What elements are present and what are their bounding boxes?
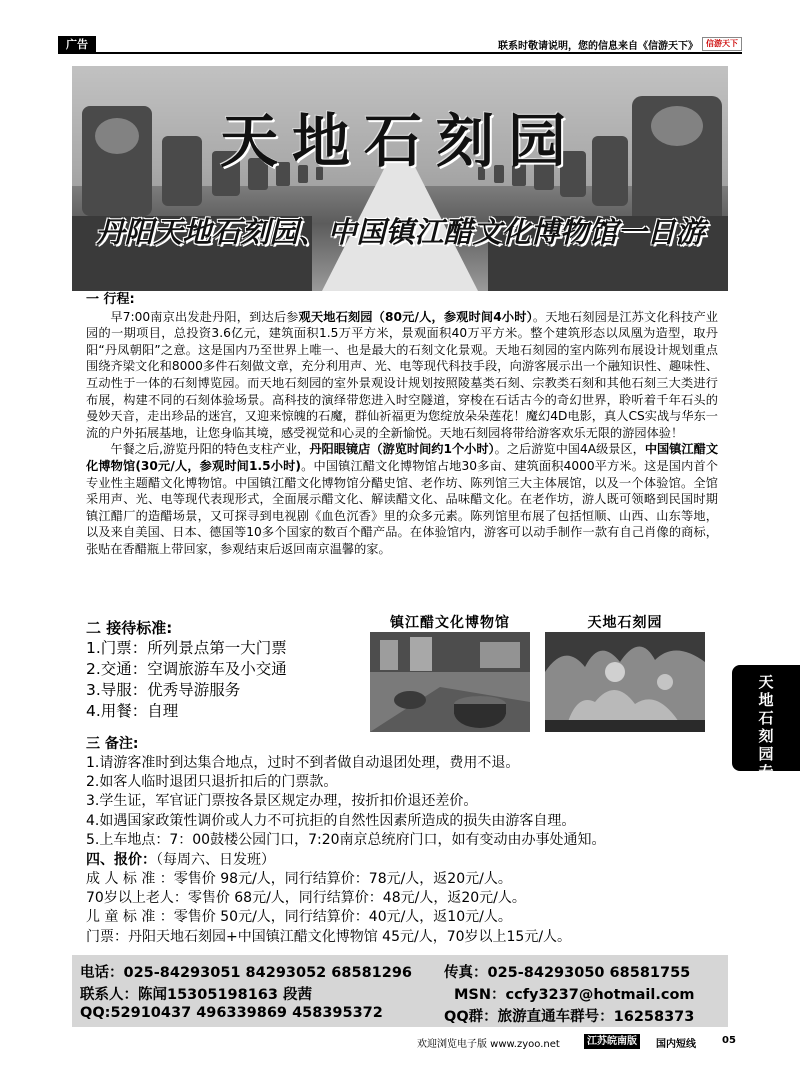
vinegar-museum-photo-box [370, 612, 530, 732]
notes-item: 5.上车地点：7：00鼓楼公园门口，7:20南京总统府门口，如有变动由办事处通知。 [86, 831, 606, 848]
footer-section: 国内短线 [656, 1039, 696, 1050]
pricing-section [86, 851, 726, 947]
footer-edition-badge: 江苏皖南版 [584, 1034, 640, 1049]
stone-park-photo-box [545, 612, 705, 732]
notes-item: 1.请游客准时到达集合地点，过时不到者做自动退团处理，费用不退。 [86, 755, 520, 771]
notes-item: 3.学生证，军官证门票按各景区规定办理，按折扣价退还差价。 [86, 793, 478, 810]
itinerary-heading: 一 行程: [86, 292, 135, 307]
notes-item: 4.如遇国家政策性调价或人力不可抗拒的自然性因素所造成的损失由游客自理。 [86, 812, 576, 829]
contact-person: 联系人：陈闻15305198163 段茜 [80, 987, 313, 1003]
pricing-row: 70岁以上老人：零售价 68元/人，同行结算价：48元/人，返20元/人。 [86, 890, 526, 907]
standards-item: 1.门票：所列景点第一大门票 [86, 639, 287, 657]
pricing-row: 儿 童 标 准 ：零售价 50元/人，同行结算价：40元/人，返10元/人。 [86, 909, 512, 926]
pricing-schedule: （每周六、日发班） [156, 852, 275, 868]
side-section-tab: 天 地 石 刻 园 专 线 [732, 665, 800, 771]
banner-title: 天地石刻园 [219, 107, 580, 175]
top-bar [58, 36, 742, 54]
itinerary-paragraph-1: 早7:00南京出发赴丹阳，到达后参观天地石刻园（80元/人，参观时间4小时）。天地石刻园是江苏文化科技产业园的一期项目，总投资3.6亿元，建筑面积1.5万平方米，景观面积40万平方米。整个建筑形态以凤凰为造型，取丹阳“丹凤朝阳”之意。这是国内乃至世界上唯一、也是最大的石刻文化景观。天地石刻园的室内陈列布展设计规划重点围绕齐梁文化和8000多件石刻做文章，充分利用声、光、电等现代科技手段，向游客展示出一个融知识性、趣味性、互动性于一体的石刻博览园。而天地石刻园的室外景观设计规划按照陵墓类石刻、宗教类石刻和其他石刻三大类进行布展，构建不同的石刻体验场景。高科技的演绎带您进入时空隧道，穿梭在石话古今的奇幻世界，聆听着千年石头的曼妙天音，走出珍品的迷宫，又迎来惊魄的石魔，群仙祈福更为您绽放朵朵莲花！魔幻4D电影，真人CS实战与华东一流的户外拓展基地，让您身临其境，感受视觉和心灵的全新愉悦。天地石刻园将带给游客欢乐无限的游园体验！ [86, 309, 718, 440]
contact-block [72, 955, 728, 1027]
itinerary-paragraph-2: 午餐之后,游览丹阳的特色支柱产业，丹阳眼镜店（游览时间约1个小时）。之后游览中国4A级景区，中国镇江醋文化博物馆(30元/人，参观时间1.5小时)。中国镇江醋文化博物馆占地30多亩、建筑面积4000平方米。这是国内首个专业性主题醋文化博物馆。中国镇江醋文化博物馆分醋史馆、老作坊、陈列馆三大主体展馆，以及一个体验馆。全馆采用声、光、电等现代表现形式，全面展示醋文化、解读醋文化、品味醋文化。在老作坊，游人既可领略到民国时期镇江醋厂的造醋场景，又可探寻到电视剧《血色沉香》里的众多元素。陈列馆里布展了包括恒顺、山西、山东等地，以及来自美国、日本、德国等10多个国家的数百个醋产品。在体验馆内，游客可以动手制作一款有自己肖像的商标，张贴在香醋瓶上带回家，参观结束后返回南京温馨的家。 [86, 442, 719, 556]
standards-item: 3.导服：优秀导游服务 [86, 681, 241, 699]
pricing-heading: 四、报价：（每周六、日发班） [86, 852, 275, 868]
footer [72, 1034, 738, 1050]
contact-note: 联系时敬请说明，您的信息来自《信游天下》 [498, 41, 698, 52]
banner-subtitle: 丹阳天地石刻园、中国镇江醋文化博物馆一日游 [95, 215, 705, 249]
pricing-row: 成 人 标 准 ：零售价 98元/人，同行结算价：78元/人，返20元/人。 [86, 871, 512, 887]
stone-park-caption: 天地石刻园 [587, 615, 663, 631]
banner [72, 66, 728, 291]
contact-phone: 电话：025-84293051 84293052 68581296 [80, 965, 413, 981]
standards-section [86, 618, 366, 722]
standards-item: 2.交通：空调旅游车及小交通 [86, 660, 287, 678]
itinerary-section [86, 292, 718, 558]
stone-park-photo [545, 632, 705, 732]
notes-section [86, 735, 726, 850]
vinegar-museum-caption: 镇江醋文化博物馆 [390, 615, 510, 631]
standards-item: 4.用餐：自理 [86, 702, 179, 720]
pricing-row: 门票：丹阳天地石刻园+中国镇江醋文化博物馆 45元/人，70岁以上15元/人。 [86, 928, 572, 945]
contact-qq-group: QQ群：旅游直通车群号：16258373 [444, 1009, 695, 1025]
publication-logo: 信游天下 [702, 37, 742, 51]
notes-item: 2.如客人临时退团只退折扣后的门票款。 [86, 774, 338, 791]
ad-label: 广告 [58, 36, 96, 54]
top-rule [96, 52, 742, 54]
contact-msn: MSN：ccfy3237@hotmail.com [454, 987, 695, 1003]
contact-fax: 传真：025-84293050 68581755 [444, 965, 691, 981]
standards-heading: 二 接待标准: [86, 619, 173, 637]
footer-page-number: 05 [722, 1035, 736, 1046]
footer-visit-link[interactable]: 欢迎浏览电子版 www.zyoo.net [417, 1039, 560, 1050]
contact-qq: QQ:52910437 496339869 458395372 [80, 1005, 383, 1021]
vinegar-museum-photo [370, 632, 530, 732]
notes-heading: 三 备注: [86, 736, 139, 752]
